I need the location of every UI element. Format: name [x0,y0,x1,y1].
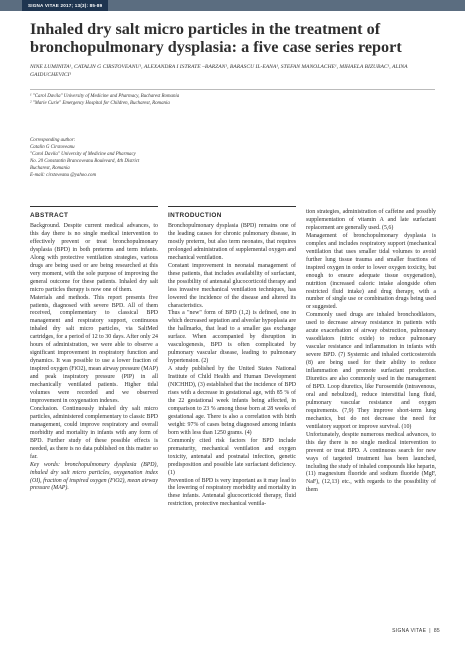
intro-paragraph: Thus a "new" form of BPD (1,2) is defined, one in which decreased septation and alveolar hypoplasia are the hallmarks, that lead to a smaller gas exchange surface. When accompanied by disruption in vasculogenesis, BPD is often complicated by pulmonary vascular disease, leading to pulmonary hypertension. (2) [168,310,296,365]
intro-paragraph: Prevention of BPD is very important as it may lead to the lowering of respiratory morbidity and mortality in these infants. Antenatal glucocorticoid therapy, fluid restriction, protective mechanical ventila- [168,477,296,508]
intro-paragraph: Bronchopulmonary dysplasia (BPD) remains one of the leading causes for chronic pulmonary disease, in mostly preterm, but also term neonates, that requires prolonged administration of supplemental oxygen and mechanical ventilation. [168,223,296,261]
author-list: NINE LUMINITA¹, CATALIN G CIRSTOVEANU¹, ALEXANDRA I ISTRATE –BARZAN¹, BARASCU IL-EANA¹, STEFAN MANOLACHE¹, MIHAELA BIZUBAC¹, ALINA GAIDUCHEVICI¹ [30,64,408,78]
abstract-conclusion: Conclusion. Continuously inhaled dry salt micro particles, administered complementary to classic BPD management, could improve respiratory and overall morbidity and mortality in infants with any form of BPD. Further study of these possible effects is needed, as there is no data published on this matter so far. [30,405,158,460]
corr-city: Bucharest, Romania [30,166,70,171]
abstract-heading: ABSTRACT [30,212,69,219]
affiliation-divider [30,89,435,90]
abstract-background: Background. Despite current medical advances, to this day there is no single medical intervention to effectively prevent or treat bronchopulmonary dysplasia (BPD) in both preterms and term infants. Along with protective ventilation strategies, various drugs are being used or are being researched at this very moment, with the sole purpose of improving the general outcome for these patients. Inhaled dry salt micro particles therapy is now one of them. [30,223,158,293]
intro-paragraph: Commonly cited risk factors for BPD include prematurity, mechanical ventilation and oxygen toxicity, antenatal and postnatal infection, genetic predisposition and possible late surfactant deficiency. (1) [168,437,296,476]
abstract-methods: Materials and methods. This report presents five patients, diagnosed with severe BPD. All of them received, complementary to classical BPD management and respiratory support, continuous inhaled dry salt micro particles, via SaltMed cartridges, for a period of 12 to 30 days. After only 24 hours of administration, we were able to observe a significant improvement in respiratory function and dynamics. It was possible to use a lower fraction of inspired oxygen (FiO2), mean airway pressure (MAP) and peak inspiratory pressure (PIP) in all mechanically ventilated patients. Higher tidal volumes were recorded and we observed improvement in oxygenation indexes. [30,294,158,404]
abstract-column [30,212,158,493]
col3-paragraph: Unfortunately, despite numerous medical advances, to this day there is no single medical intervention to prevent or treat BPD. A continuous search for new ways of targeted treatment has been launched, including the study of inhaled compounds like heparin, (11) magnesium fluoride and sodium fluoride (MgF, NaF), (12,13) etc., with regards to the possibility of them [306,431,436,494]
corr-name: Catalin G Cirstoveanu [30,145,75,150]
corresponding-author [30,137,270,179]
page-footer: SIGNA VITAE | 85 [392,628,440,634]
journal-header: SIGNA VITAE 2017; 13(3): 85-89 [22,0,108,11]
article-title: Inhaled dry salt micro particles in the treatment of bronchopulmonary dysplasia: a five case series report [30,20,402,56]
col3-paragraph: tion strategies, administration of caffeine and possibly supplementation of vitamin A and late surfactant replacement are generally used. (5,6) [306,209,436,231]
keywords: Key words: bronchopulmonary dysplasia (BPD), inhaled dry salt micro particles, oxygenation index (OI), fraction of inspired oxygen (FiO2), mean airway pressure (MAP). [30,461,158,492]
introduction-rule [168,206,296,207]
footer-journal: SIGNA VITAE [392,628,427,634]
col3-paragraph: Management of bronchopulmonary dysplasia is complex and includes respiratory support (mechanical ventilation that uses smaller tidal volumes to avoid further lung tissue trauma and smaller fractions of inspired oxygen in order to lower oxygen toxicity, but enough to ensure adequate tissue oxygenation), nutrition (increased caloric intake alongside often restricted fluid intake) and drug therapy, with a number of single use or combination drugs being used or suggested. [306,232,436,311]
affiliation-2: ² "Marie Curie" Emergency Hospital for Children, Bucharest, Romania [30,101,170,106]
intro-paragraph: A study published by the United States National Institute of Child Health and Human Development (NICHHD), (3) established that the incidence of BPD rises with a decrease in gestational age, with 85 % of the 22 gestational week infants being affected, in comparison to 23 % among those born at 28 weeks of gestational age. There is also a correlation with birth weight: 97% of cases being diagnosed among infants born with less than 1250 grams. (4) [168,366,296,436]
intro-paragraph: Constant improvement in neonatal management of these patients, that includes availability of surfactant, the possibility of antenatal glucocorticoid therapy and less invasive mechanical ventilation techniques, has lowered the incidence of the disease and altered its characteristics. [168,262,296,309]
corr-institution: "Carol Davila" University of Medicine and Pharmacy [30,152,136,157]
page-number: 85 [433,628,440,634]
corr-email: E-mail: cirstoveanu @yahoo.com [30,173,97,178]
corr-address: No. 20 Constantin Brancoveanu Boulevard, 4th District [30,159,140,164]
introduction-column [168,212,296,509]
affiliations [30,93,440,107]
col3-paragraph: Commonly used drugs are inhaled bronchodilators, used to decrease airway resistance in patients with acute exacerbation of airway obstruction, pulmonary vasodilators (nitric oxide) to reduce pulmonary vascular resistance and inflammation in infants with severe BPD. (7) Systemic and inhaled corticosteroids (8) are being used for their ability to reduce inflammation and promote surfactant production. Diuretics are also commonly used in the management of BPD. Loop diuretics, like Furosemide (intravenous, oral and nebulized), reduce interstitial lung fluid, pulmonary vascular resistance and oxygen requirements. (7,9) They improve short-term lung mechanics, but do not decrease the need for ventilatory support or improve survival. (10) [306,312,436,430]
abstract-rule [30,206,158,207]
third-column [306,209,436,495]
introduction-heading: INTRODUCTION [168,212,222,219]
affiliation-1: ¹ "Carol Davila" University of Medicine and Pharmacy, Bucharest Romania [30,94,180,99]
corr-label: Corresponding author: [30,138,76,143]
